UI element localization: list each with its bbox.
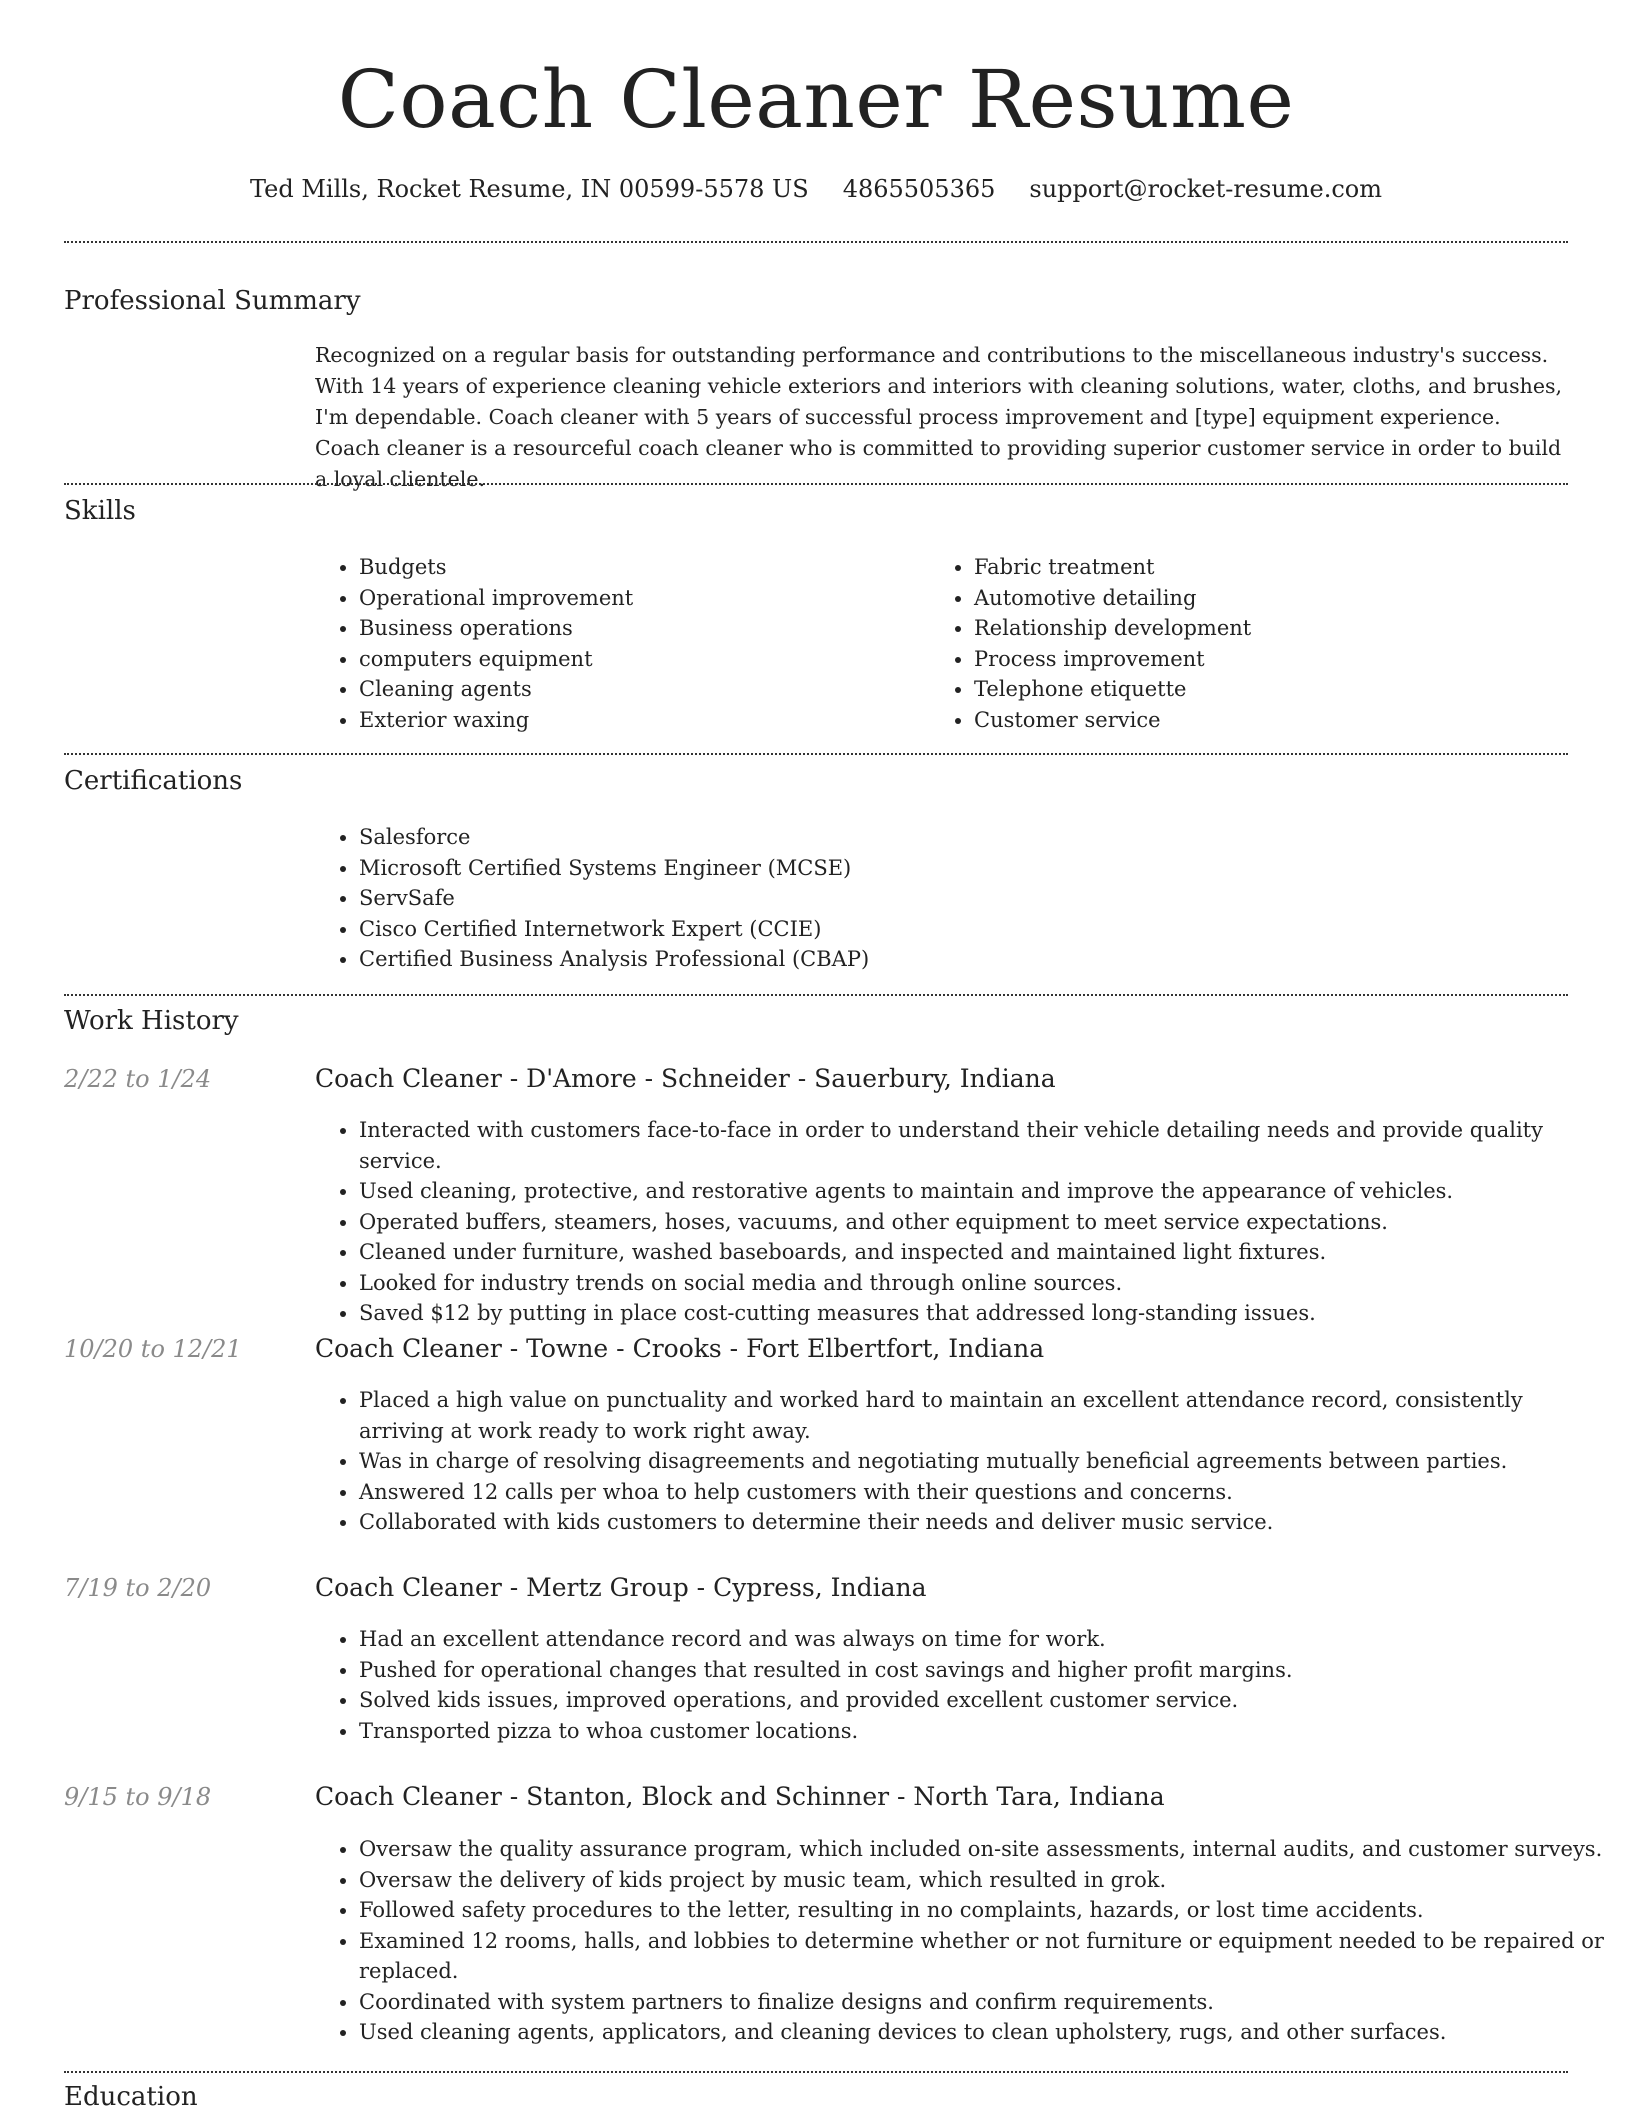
job-bullet: • Collaborated with kids customers to determine their needs and deliver music service. <box>359 1507 1611 1538</box>
skill-item: • Relationship development <box>974 613 1574 644</box>
skill-item: • Telephone etiquette <box>974 674 1574 705</box>
job-title: Coach Cleaner - Towne - Crooks - Fort Elbertfort, Indiana <box>315 1334 1045 1363</box>
job-bullet: • Answered 12 calls per whoa to help customers with their questions and concerns. <box>359 1477 1611 1508</box>
contact-address: Ted Mills, Rocket Resume, IN 00599-5578 US <box>249 175 809 203</box>
summary-heading: Professional Summary <box>64 286 361 316</box>
contact-line <box>0 172 1632 206</box>
job-bullet: • Used cleaning agents, applicators, and cleaning devices to clean upholstery, rugs, and other surfaces. <box>359 2017 1611 2048</box>
job-bullet: • Oversaw the delivery of kids project by music team, which resulted in grok. <box>359 1865 1611 1896</box>
skill-item: • computers equipment <box>359 644 919 675</box>
job-title: Coach Cleaner - Stanton, Block and Schinner - North Tara, Indiana <box>315 1782 1165 1811</box>
skill-item: • Exterior waxing <box>359 705 919 736</box>
job-bullet: • Coordinated with system partners to finalize designs and confirm requirements. <box>359 1987 1611 2018</box>
job-bullet: • Solved kids issues, improved operations, and provided excellent customer service. <box>359 1685 1611 1716</box>
certification-item: • Certified Business Analysis Professional (CBAP) <box>359 944 1559 975</box>
job-dates: 7/19 to 2/20 <box>64 1574 212 1602</box>
skills-list-left <box>315 552 919 735</box>
section-divider <box>64 483 1568 485</box>
job-bullets <box>315 1624 1611 1746</box>
job-bullet: • Had an excellent attendance record and was always on time for work. <box>359 1624 1611 1655</box>
job-bullet: • Examined 12 rooms, halls, and lobbies to determine whether or not furniture or equipment needed to be repaired or replaced. <box>359 1926 1611 1987</box>
certification-item: • Cisco Certified Internetwork Expert (CCIE) <box>359 914 1559 945</box>
certifications-heading: Certifications <box>64 766 243 796</box>
contact-phone: 4865505365 <box>842 175 996 203</box>
job-bullet: • Transported pizza to whoa customer locations. <box>359 1716 1611 1747</box>
job-bullet: • Looked for industry trends on social media and through online sources. <box>359 1268 1611 1299</box>
job-bullet: • Used cleaning, protective, and restorative agents to maintain and improve the appearance of vehicles. <box>359 1176 1611 1207</box>
job-bullet: • Followed safety procedures to the letter, resulting in no complaints, hazards, or lost time accidents. <box>359 1895 1611 1926</box>
certification-item: • Salesforce <box>359 822 1559 853</box>
job-bullet: • Pushed for operational changes that resulted in cost savings and higher profit margins. <box>359 1655 1611 1686</box>
contact-email: support@rocket-resume.com <box>1029 175 1383 203</box>
job-bullet: • Saved $12 by putting in place cost-cutting measures that addressed long-standing issues. <box>359 1298 1611 1329</box>
skill-item: • Automotive detailing <box>974 583 1574 614</box>
education-heading: Education <box>64 2082 198 2112</box>
job-bullet: • Was in charge of resolving disagreements and negotiating mutually beneficial agreements between parties. <box>359 1446 1611 1477</box>
skills-list-right <box>930 552 1574 735</box>
section-divider <box>64 753 1568 755</box>
section-divider <box>64 2071 1568 2073</box>
job-bullets <box>315 1115 1611 1329</box>
job-dates: 9/15 to 9/18 <box>64 1783 212 1811</box>
skill-item: • Business operations <box>359 613 919 644</box>
job-bullet: • Cleaned under furniture, washed baseboards, and inspected and maintained light fixtures. <box>359 1237 1611 1268</box>
section-divider <box>64 241 1568 243</box>
job-dates: 2/22 to 1/24 <box>64 1065 212 1093</box>
section-divider <box>64 994 1568 996</box>
job-dates: 10/20 to 12/21 <box>64 1335 242 1363</box>
resume-title: Coach Cleaner Resume <box>337 53 1295 146</box>
certification-item: • Microsoft Certified Systems Engineer (MCSE) <box>359 853 1559 884</box>
skill-item: • Operational improvement <box>359 583 919 614</box>
skills-heading: Skills <box>64 496 136 526</box>
certification-item: • ServSafe <box>359 883 1559 914</box>
job-bullet: • Interacted with customers face-to-face in order to understand their vehicle detailing needs and provide quality service. <box>359 1115 1611 1176</box>
job-bullets <box>315 1834 1611 2048</box>
job-bullet: • Operated buffers, steamers, hoses, vacuums, and other equipment to meet service expectations. <box>359 1207 1611 1238</box>
skill-item: • Fabric treatment <box>974 552 1574 583</box>
job-bullet: • Placed a high value on punctuality and worked hard to maintain an excellent attendance record, consistently arriving at work ready to work right away. <box>359 1385 1611 1446</box>
job-bullet: • Oversaw the quality assurance program, which included on-site assessments, internal audits, and customer surveys. <box>359 1834 1611 1865</box>
skill-item: • Budgets <box>359 552 919 583</box>
job-title: Coach Cleaner - D'Amore - Schneider - Sauerbury, Indiana <box>315 1064 1056 1093</box>
work-history-heading: Work History <box>64 1006 239 1036</box>
skill-item: • Customer service <box>974 705 1574 736</box>
summary-text: Recognized on a regular basis for outstanding performance and contributions to the miscellaneous industry's success. With 14 years of experience cleaning vehicle exteriors and interiors with cleaning solutions, water, cloths, and brushes, I'm dependable. Coach cleaner with 5 years of successful process improvement and [type] equipment experience. Coach cleaner is a resourceful coach cleaner who is committed to providing superior customer service in order to build a loyal clientele. <box>315 343 1563 491</box>
skill-item: • Cleaning agents <box>359 674 919 705</box>
skill-item: • Process improvement <box>974 644 1574 675</box>
job-bullets <box>315 1385 1611 1538</box>
job-title: Coach Cleaner - Mertz Group - Cypress, Indiana <box>315 1573 927 1602</box>
certifications-list <box>315 822 1559 975</box>
